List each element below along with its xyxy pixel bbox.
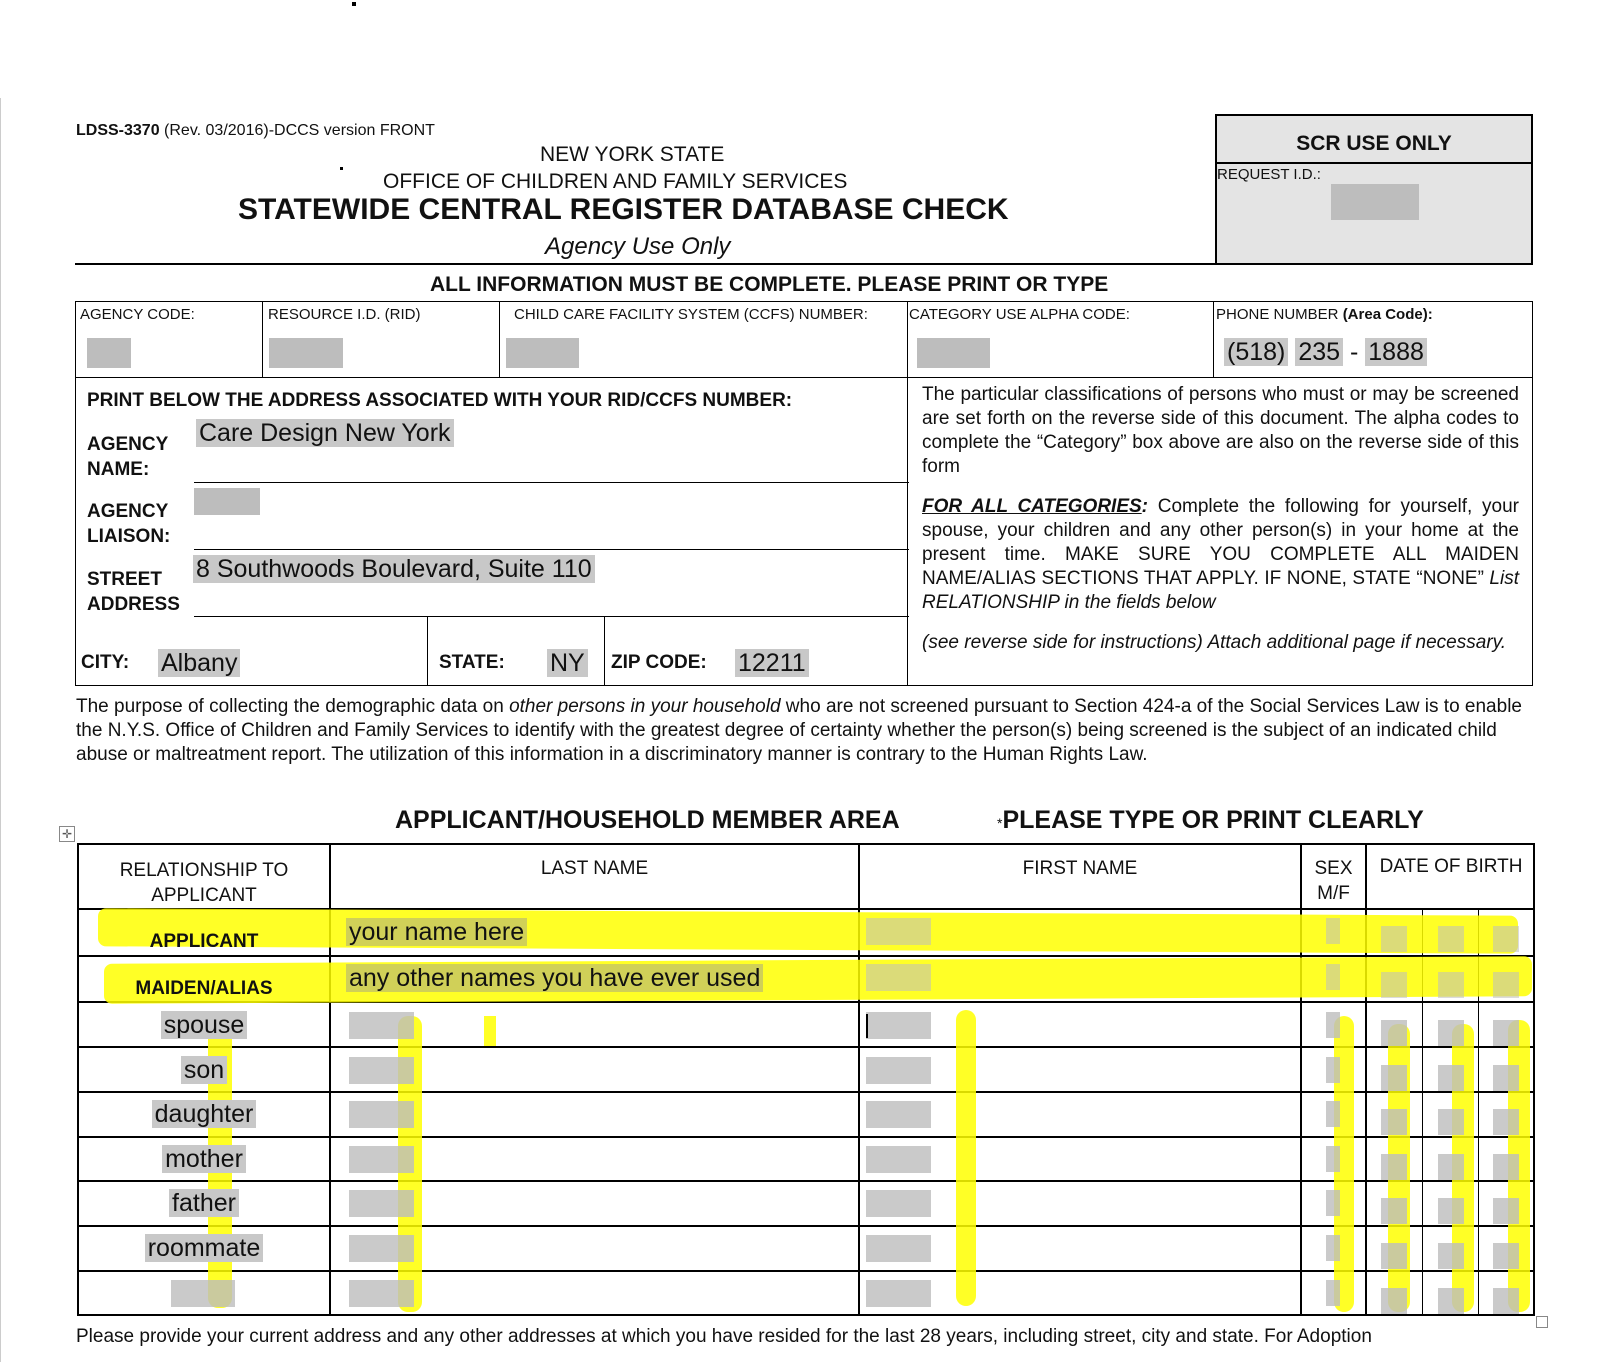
first-name-field[interactable] bbox=[866, 1057, 931, 1084]
agency-code-label: AGENCY CODE: bbox=[80, 306, 195, 323]
dob-month-field[interactable] bbox=[1381, 1065, 1407, 1091]
stray-dot bbox=[352, 2, 356, 6]
notes-paragraph-3: (see reverse side for instructions) Attach additional page if necessary. bbox=[922, 632, 1507, 653]
agency-name-label: AGENCY NAME: bbox=[87, 434, 169, 480]
zip-field[interactable]: 12211 bbox=[735, 649, 809, 678]
household-area-title: APPLICANT/HOUSEHOLD MEMBER AREA bbox=[395, 806, 900, 834]
dob-day-field[interactable] bbox=[1438, 1065, 1464, 1091]
agency-name-field[interactable]: Care Design New York bbox=[196, 419, 454, 448]
ccfs-field[interactable] bbox=[506, 338, 579, 368]
agency-code-field[interactable] bbox=[87, 338, 131, 368]
dob-day-field[interactable] bbox=[1438, 1109, 1464, 1135]
scr-title: SCR USE ONLY bbox=[1296, 132, 1452, 155]
sex-field[interactable] bbox=[1326, 1057, 1340, 1083]
cell-divider bbox=[907, 302, 908, 377]
dob-year-field[interactable] bbox=[1493, 1065, 1519, 1091]
sex-field[interactable] bbox=[1326, 964, 1340, 990]
row-divider bbox=[77, 1180, 1535, 1182]
dob-month-field[interactable] bbox=[1381, 1198, 1407, 1224]
last-name-cell[interactable]: your name here bbox=[346, 918, 527, 947]
purpose-paragraph: The purpose of collecting the demographic data on other persons in your household who are not screened pursuant to Section 424-a of the Social Services Law is to enable the N.Y.S. Office of Children and Family Services to identify with the greatest degree of certainty whether the person(s) being screened is the subject of an indicated child abuse or maltreatment report. The utilization of this information in a discriminatory manner is contrary to the Human Rights Law. bbox=[76, 696, 1522, 765]
liaison-label: AGENCY LIAISON: bbox=[87, 501, 171, 547]
resource-id-label: RESOURCE I.D. (RID) bbox=[268, 306, 421, 323]
dob-year-field[interactable] bbox=[1493, 972, 1519, 998]
page-subtitle: Agency Use Only bbox=[545, 233, 731, 260]
dob-day-field[interactable] bbox=[1438, 1243, 1464, 1269]
city-label: CITY: bbox=[81, 652, 130, 673]
first-name-field[interactable] bbox=[866, 1190, 931, 1217]
dob-month-field[interactable] bbox=[1381, 1020, 1407, 1046]
dob-month-field[interactable] bbox=[1381, 1288, 1407, 1314]
relationship-cell[interactable]: father bbox=[79, 1189, 329, 1218]
codes-row bbox=[75, 301, 1533, 378]
relationship-cell[interactable]: spouse bbox=[79, 1011, 329, 1040]
print-clearly-note: *PLEASE TYPE OR PRINT CLEARLY bbox=[997, 806, 1424, 834]
relationship-cell[interactable]: daughter bbox=[79, 1100, 329, 1129]
phone-line[interactable]: 1888 bbox=[1365, 338, 1427, 366]
dob-month-field[interactable] bbox=[1381, 1109, 1407, 1135]
row-divider bbox=[77, 1136, 1535, 1138]
dob-month-field[interactable] bbox=[1381, 926, 1407, 952]
stray-dot bbox=[340, 167, 343, 170]
dob-month-field[interactable] bbox=[1381, 1243, 1407, 1269]
first-name-field[interactable] bbox=[866, 918, 931, 945]
sex-field[interactable] bbox=[1326, 1146, 1340, 1172]
first-name-field[interactable] bbox=[866, 964, 931, 991]
dob-year-field[interactable] bbox=[1493, 1243, 1519, 1269]
relationship-field[interactable] bbox=[171, 1280, 235, 1307]
last-name-field[interactable] bbox=[349, 1280, 414, 1307]
field-line bbox=[194, 616, 909, 617]
cell-divider bbox=[262, 302, 263, 377]
relationship-cell[interactable]: mother bbox=[79, 1145, 329, 1174]
address-heading: PRINT BELOW THE ADDRESS ASSOCIATED WITH YOUR RID/CCFS NUMBER: bbox=[87, 390, 793, 411]
first-name-field[interactable] bbox=[866, 1146, 931, 1173]
row-divider bbox=[77, 1270, 1535, 1272]
field-line bbox=[194, 482, 909, 483]
highlight-stroke bbox=[956, 1010, 976, 1306]
cell-divider bbox=[427, 616, 428, 686]
col-header-dob: DATE OF BIRTH bbox=[1379, 856, 1523, 877]
dob-day-field[interactable] bbox=[1438, 972, 1464, 998]
instruction-banner: ALL INFORMATION MUST BE COMPLETE. PLEASE PRINT OR TYPE bbox=[430, 273, 1109, 296]
relationship-cell: MAIDEN/ALIAS bbox=[135, 978, 273, 999]
last-name-field[interactable] bbox=[349, 1057, 414, 1084]
row-divider bbox=[77, 1046, 1535, 1048]
last-name-field[interactable] bbox=[349, 1190, 414, 1217]
phone-dash: - bbox=[1350, 338, 1359, 366]
street-field[interactable]: 8 Southwoods Boulevard, Suite 110 bbox=[193, 555, 595, 584]
header-office: OFFICE OF CHILDREN AND FAMILY SERVICES bbox=[383, 170, 848, 193]
notes-paragraph-2: FOR ALL CATEGORIES: Complete the following for yourself, your spouse, your children and any other person(s) in your home at the present time. MAKE SURE YOU COMPLETE ALL MAIDEN NAME/ALIAS SECTIONS THAT APPLY. IF NONE, STATE “NONE” List RELATIONSHIP in the fields below bbox=[922, 496, 1519, 613]
page-title: STATEWIDE CENTRAL REGISTER DATABASE CHECK bbox=[238, 193, 1009, 226]
zip-label: ZIP CODE: bbox=[611, 652, 707, 673]
liaison-field[interactable] bbox=[194, 488, 260, 515]
cell-divider bbox=[499, 302, 500, 377]
form-id: LDSS-3370 (Rev. 03/2016)-DCCS version FRONT bbox=[76, 122, 435, 139]
phone-number[interactable] bbox=[1224, 338, 1427, 367]
address-block bbox=[75, 377, 908, 686]
phone-prefix[interactable]: 235 bbox=[1295, 338, 1343, 366]
state-field[interactable]: NY bbox=[547, 649, 588, 678]
ccfs-label: CHILD CARE FACILITY SYSTEM (CCFS) NUMBER: bbox=[514, 306, 868, 323]
dob-year-field[interactable] bbox=[1493, 1154, 1519, 1180]
sex-field[interactable] bbox=[1326, 1012, 1340, 1038]
last-name-cell[interactable]: any other names you have ever used bbox=[346, 964, 763, 993]
footer-partial-text: Please provide your current address and any other addresses at which you have resided for the last 28 years, including street, city and state. For Adoption bbox=[76, 1326, 1372, 1347]
row-divider bbox=[77, 1225, 1535, 1227]
scr-use-only-box bbox=[1215, 114, 1533, 265]
last-name-field[interactable] bbox=[349, 1146, 414, 1173]
dob-year-field[interactable] bbox=[1493, 1198, 1519, 1224]
dob-month-field[interactable] bbox=[1381, 1154, 1407, 1180]
last-name-field[interactable] bbox=[349, 1101, 414, 1128]
last-name-field[interactable] bbox=[349, 1012, 414, 1039]
dob-year-field[interactable] bbox=[1493, 926, 1519, 952]
first-name-field[interactable] bbox=[866, 1235, 931, 1262]
field-line bbox=[194, 549, 909, 550]
notes-paragraph-1: The particular classifications of persons who must or may be screened are set forth on the reverse side of this document. The alpha codes to complete the “Category” box above are also on the reverse side of this form bbox=[922, 384, 1519, 477]
text-cursor bbox=[866, 1014, 868, 1038]
resource-id-field[interactable] bbox=[269, 338, 343, 368]
sex-field[interactable] bbox=[1326, 1235, 1340, 1261]
sex-field[interactable] bbox=[1326, 1190, 1340, 1216]
state-label: STATE: bbox=[439, 652, 505, 673]
header-state: NEW YORK STATE bbox=[540, 143, 725, 166]
row-divider bbox=[77, 1091, 1535, 1093]
first-name-field[interactable] bbox=[866, 1101, 931, 1128]
dob-year-field[interactable] bbox=[1493, 1288, 1519, 1314]
city-field[interactable]: Albany bbox=[158, 649, 240, 678]
dob-day-field[interactable] bbox=[1438, 926, 1464, 952]
relationship-cell[interactable]: roommate bbox=[79, 1234, 329, 1263]
street-label: STREET ADDRESS bbox=[87, 569, 180, 615]
dob-day-field[interactable] bbox=[1438, 1198, 1464, 1224]
notes-box bbox=[907, 377, 1533, 686]
last-name-field[interactable] bbox=[349, 1235, 414, 1262]
page-edge bbox=[0, 98, 1, 1362]
first-name-field[interactable] bbox=[866, 1012, 931, 1039]
first-name-field[interactable] bbox=[866, 1280, 931, 1307]
header-rule bbox=[75, 263, 1215, 265]
dob-day-field[interactable] bbox=[1438, 1288, 1464, 1314]
dob-day-field[interactable] bbox=[1438, 1020, 1464, 1046]
request-id-field[interactable] bbox=[1331, 184, 1419, 220]
relationship-cell[interactable]: son bbox=[79, 1056, 329, 1085]
col-header-relationship: RELATIONSHIP TO APPLICANT bbox=[119, 860, 289, 906]
cell-divider bbox=[1213, 302, 1214, 377]
table-resize-handle-icon[interactable] bbox=[1536, 1316, 1548, 1328]
sex-field[interactable] bbox=[1326, 1101, 1340, 1127]
sex-field[interactable] bbox=[1326, 918, 1340, 944]
col-header-first-name: FIRST NAME bbox=[1022, 858, 1138, 879]
category-label: CATEGORY USE ALPHA CODE: bbox=[909, 306, 1130, 323]
sex-field[interactable] bbox=[1326, 1280, 1340, 1306]
category-field[interactable] bbox=[917, 338, 990, 368]
scr-divider bbox=[1217, 162, 1531, 164]
relationship-cell: APPLICANT bbox=[149, 931, 259, 952]
table-move-handle-icon[interactable]: ✛ bbox=[59, 826, 75, 842]
cell-divider bbox=[604, 616, 605, 686]
highlight-stroke bbox=[484, 1016, 496, 1046]
phone-area[interactable]: (518) bbox=[1224, 338, 1288, 366]
phone-label: PHONE NUMBER (Area Code): bbox=[1216, 306, 1433, 323]
dob-day-field[interactable] bbox=[1438, 1154, 1464, 1180]
col-header-last-name: LAST NAME bbox=[540, 858, 649, 879]
request-id-label: REQUEST I.D.: bbox=[1217, 166, 1321, 183]
col-header-sex: SEX M/F bbox=[1314, 858, 1353, 904]
dob-year-field[interactable] bbox=[1493, 1020, 1519, 1046]
dob-month-field[interactable] bbox=[1381, 972, 1407, 998]
dob-year-field[interactable] bbox=[1493, 1109, 1519, 1135]
